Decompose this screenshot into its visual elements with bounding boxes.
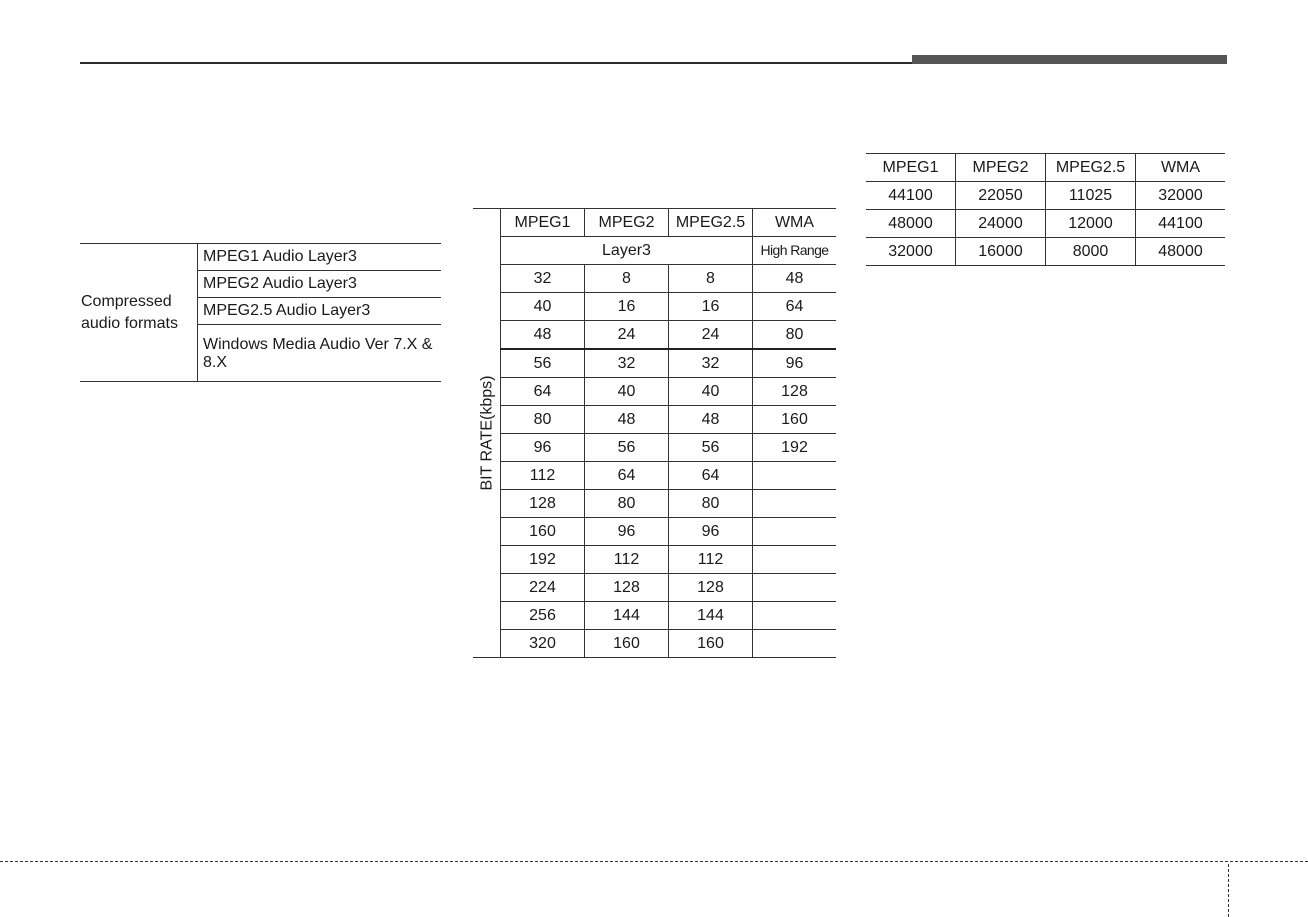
bitrate-cell: 32 — [669, 349, 753, 378]
bitrate-row — [473, 378, 836, 406]
bitrate-header-cell: MPEG1 — [501, 209, 585, 237]
samplerate-row — [866, 182, 1225, 210]
samplerate-header-cell: MPEG1 — [866, 154, 956, 182]
samplerate-cell: 11025 — [1046, 182, 1136, 210]
bitrate-cell: 40 — [585, 378, 669, 406]
bitrate-subheader-wma: High Range — [753, 237, 837, 265]
samplerate-row — [866, 238, 1225, 266]
bitrate-row — [473, 349, 836, 378]
bitrate-cell: 112 — [669, 546, 753, 574]
samplerate-cell: 44100 — [866, 182, 956, 210]
samplerate-header-cell: WMA — [1136, 154, 1226, 182]
bitrate-cell: 96 — [585, 518, 669, 546]
bitrate-header-cell: WMA — [753, 209, 837, 237]
bitrate-row — [473, 490, 836, 518]
bitrate-cell: 56 — [501, 349, 585, 378]
bitrate-row — [473, 518, 836, 546]
bitrate-cell: 32 — [501, 265, 585, 293]
bitrate-cell: 40 — [501, 293, 585, 321]
bitrate-header-cell: MPEG2.5 — [669, 209, 753, 237]
bitrate-side-label: BIT RATE(kbps) — [478, 375, 495, 491]
samplerate-header-cell: MPEG2 — [956, 154, 1046, 182]
bitrate-cell: 160 — [585, 630, 669, 658]
samplerate-cell: 44100 — [1136, 210, 1226, 238]
bitrate-cell: 192 — [501, 546, 585, 574]
bitrate-cell: 96 — [501, 434, 585, 462]
bitrate-row — [473, 546, 836, 574]
footer-dashed-tick — [1228, 864, 1229, 917]
bitrate-cell: 144 — [585, 602, 669, 630]
samplerate-header-cell: MPEG2.5 — [1046, 154, 1136, 182]
bitrate-row — [473, 265, 836, 293]
bitrate-row — [473, 406, 836, 434]
format-item: Windows Media Audio Ver 7.X & 8.X — [198, 325, 442, 382]
bitrate-cell: 48 — [753, 265, 837, 293]
bitrate-cell: 24 — [669, 321, 753, 350]
bitrate-cell: 56 — [585, 434, 669, 462]
bitrate-cell: 144 — [669, 602, 753, 630]
bitrate-cell: 224 — [501, 574, 585, 602]
footer-dashed-rule — [0, 861, 1308, 862]
samplerate-table — [866, 153, 1225, 266]
bitrate-cell — [753, 602, 837, 630]
bitrate-cell: 80 — [585, 490, 669, 518]
bitrate-header-row — [473, 209, 836, 237]
samplerate-cell: 8000 — [1046, 238, 1136, 266]
header-bar — [912, 55, 1227, 64]
samplerate-cell: 16000 — [956, 238, 1046, 266]
bitrate-cell — [753, 546, 837, 574]
bitrate-cell: 80 — [753, 321, 837, 350]
bitrate-subheader-row — [473, 237, 836, 265]
bitrate-cell: 112 — [585, 546, 669, 574]
bitrate-table — [473, 208, 836, 658]
bitrate-cell: 64 — [501, 378, 585, 406]
bitrate-cell: 56 — [669, 434, 753, 462]
samplerate-cell: 22050 — [956, 182, 1046, 210]
format-item: MPEG2.5 Audio Layer3 — [198, 298, 442, 325]
bitrate-row — [473, 434, 836, 462]
bitrate-cell — [753, 490, 837, 518]
format-item: MPEG1 Audio Layer3 — [198, 244, 442, 271]
bitrate-cell: 96 — [669, 518, 753, 546]
samplerate-cell: 12000 — [1046, 210, 1136, 238]
bitrate-cell: 48 — [585, 406, 669, 434]
bitrate-cell: 64 — [585, 462, 669, 490]
bitrate-cell: 64 — [669, 462, 753, 490]
bitrate-cell: 8 — [669, 265, 753, 293]
bitrate-row — [473, 321, 836, 350]
bitrate-cell: 80 — [501, 406, 585, 434]
formats-table — [80, 243, 441, 382]
bitrate-cell: 192 — [753, 434, 837, 462]
bitrate-cell: 160 — [501, 518, 585, 546]
samplerate-row — [866, 210, 1225, 238]
samplerate-cell: 32000 — [866, 238, 956, 266]
bitrate-row — [473, 293, 836, 321]
bitrate-row — [473, 462, 836, 490]
samplerate-header-row — [866, 154, 1225, 182]
bitrate-cell: 32 — [585, 349, 669, 378]
bitrate-cell: 112 — [501, 462, 585, 490]
bitrate-cell: 48 — [669, 406, 753, 434]
bitrate-cell: 256 — [501, 602, 585, 630]
bitrate-cell: 24 — [585, 321, 669, 350]
bitrate-cell: 128 — [585, 574, 669, 602]
bitrate-subheader-layer: Layer3 — [501, 237, 753, 265]
bitrate-table-body — [473, 209, 836, 658]
bitrate-cell: 48 — [501, 321, 585, 350]
bitrate-cell: 160 — [753, 406, 837, 434]
bitrate-cell — [753, 518, 837, 546]
samplerate-cell: 24000 — [956, 210, 1046, 238]
bitrate-cell: 128 — [669, 574, 753, 602]
bitrate-cell — [753, 462, 837, 490]
bitrate-cell: 80 — [669, 490, 753, 518]
bitrate-cell — [753, 574, 837, 602]
bitrate-cell: 320 — [501, 630, 585, 658]
bitrate-cell: 16 — [585, 293, 669, 321]
bitrate-cell: 8 — [585, 265, 669, 293]
bitrate-side-label-cell — [473, 209, 501, 658]
samplerate-cell: 48000 — [1136, 238, 1226, 266]
samplerate-cell: 48000 — [866, 210, 956, 238]
formats-row — [80, 244, 441, 271]
bitrate-cell: 64 — [753, 293, 837, 321]
bitrate-cell: 96 — [753, 349, 837, 378]
bitrate-cell: 128 — [501, 490, 585, 518]
bitrate-row — [473, 630, 836, 658]
samplerate-table-body — [866, 154, 1225, 266]
bitrate-cell: 16 — [669, 293, 753, 321]
bitrate-row — [473, 574, 836, 602]
bitrate-cell: 128 — [753, 378, 837, 406]
bitrate-cell: 40 — [669, 378, 753, 406]
bitrate-header-cell: MPEG2 — [585, 209, 669, 237]
bitrate-row — [473, 602, 836, 630]
formats-category: Compressed audio formats — [80, 244, 198, 382]
samplerate-cell: 32000 — [1136, 182, 1226, 210]
format-item: MPEG2 Audio Layer3 — [198, 271, 442, 298]
bitrate-cell: 160 — [669, 630, 753, 658]
bitrate-cell — [753, 630, 837, 658]
